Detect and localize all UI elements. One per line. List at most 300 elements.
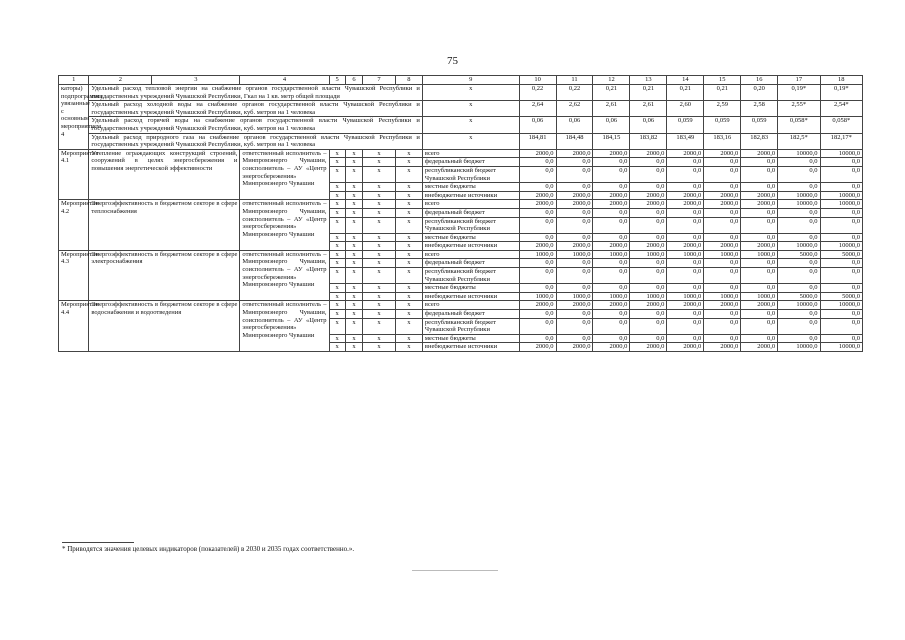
funding-value: 0,0 [667, 310, 704, 319]
funding-value: 0,0 [741, 259, 778, 268]
code-mark: x [395, 343, 422, 352]
indicator-value: 182,5* [778, 133, 820, 149]
funding-value: 0,0 [741, 158, 778, 167]
measure-title: Энергоэффективность в бюджетном секторе в сфере электроснабжения [89, 250, 240, 301]
funding-value: 2000,0 [519, 242, 556, 251]
indicator-value: 184,48 [556, 133, 593, 149]
funding-value: 0,0 [667, 334, 704, 343]
funding-value: 0,0 [556, 217, 593, 233]
funding-value: 0,0 [593, 318, 630, 334]
code-mark: x [345, 310, 362, 319]
indicator-value: 2,58 [741, 101, 778, 117]
header-cell: 18 [820, 76, 862, 85]
funding-value: 10000,0 [778, 343, 820, 352]
funding-source: внебюджетные источники [422, 242, 519, 251]
funding-value: 0,0 [519, 233, 556, 242]
code-mark: x [363, 233, 396, 242]
funding-value: 0,0 [519, 310, 556, 319]
indicator-value: 0,21 [704, 85, 741, 101]
funding-value: 2000,0 [556, 301, 593, 310]
code-mark: x [363, 268, 396, 284]
funding-value: 0,0 [556, 318, 593, 334]
responsible-executor: ответственный исполнитель – Минпромэнерго Чувашии, соисполнитель – АУ «Центр энергосбережения» Минпромэнерго Чувашии [240, 301, 329, 352]
funding-value: 0,0 [667, 208, 704, 217]
funding-value: 2000,0 [556, 242, 593, 251]
funding-value: 2000,0 [593, 343, 630, 352]
funding-value: 0,0 [704, 318, 741, 334]
code-mark: x [345, 149, 362, 158]
code-mark: x [329, 166, 345, 182]
funding-value: 0,0 [704, 268, 741, 284]
code-mark: x [363, 343, 396, 352]
code-mark: x [363, 292, 396, 301]
responsible-executor: ответственный исполнитель – Минпромэнерго Чувашии, соисполнитель – АУ «Центр энергосбережения» Минпромэнерго Чувашии [240, 250, 329, 301]
funding-value: 0,0 [704, 259, 741, 268]
indicator-value: 0,059 [741, 117, 778, 133]
funding-value: 10000,0 [820, 149, 862, 158]
code-mark: x [395, 318, 422, 334]
indicator-text: Удельный расход холодной воды на снабжение органов государственной власти Чувашской Республики и государственных учреждений Чувашской Республики, куб. метров на 1 человека [89, 101, 423, 117]
code-mark: x [329, 149, 345, 158]
funding-value: 2000,0 [741, 242, 778, 251]
funding-value: 2000,0 [741, 343, 778, 352]
funding-value: 2000,0 [667, 200, 704, 209]
funding-value: 0,0 [667, 318, 704, 334]
code-mark: x [329, 334, 345, 343]
indicator-value: 0,22 [519, 85, 556, 101]
indicator-mark: x [422, 85, 519, 101]
funding-value: 5000,0 [778, 292, 820, 301]
code-mark: x [329, 242, 345, 251]
code-mark: x [395, 310, 422, 319]
funding-value: 1000,0 [741, 292, 778, 301]
funding-value: 0,0 [741, 233, 778, 242]
funding-value: 2000,0 [741, 301, 778, 310]
funding-value: 0,0 [519, 284, 556, 293]
funding-value: 0,0 [593, 217, 630, 233]
code-mark: x [345, 259, 362, 268]
funding-value: 0,0 [820, 158, 862, 167]
code-mark: x [395, 200, 422, 209]
funding-value: 0,0 [778, 318, 820, 334]
funding-value: 0,0 [778, 233, 820, 242]
funding-value: 0,0 [820, 217, 862, 233]
funding-source: местные бюджеты [422, 334, 519, 343]
header-cell: 2 [89, 76, 152, 85]
funding-value: 2000,0 [519, 301, 556, 310]
funding-value: 2000,0 [556, 200, 593, 209]
code-mark: x [345, 334, 362, 343]
code-mark: x [329, 200, 345, 209]
indicator-value: 0,058* [820, 117, 862, 133]
code-mark: x [395, 242, 422, 251]
header-cell: 3 [152, 76, 240, 85]
indicator-value: 184,15 [593, 133, 630, 149]
code-mark: x [395, 292, 422, 301]
funding-value: 0,0 [704, 233, 741, 242]
code-mark: x [395, 208, 422, 217]
funding-value: 0,0 [778, 208, 820, 217]
code-mark: x [363, 200, 396, 209]
funding-value: 0,0 [630, 318, 667, 334]
funding-value: 2000,0 [667, 149, 704, 158]
funding-value: 0,0 [778, 284, 820, 293]
funding-value: 10000,0 [778, 149, 820, 158]
indicator-value: 0,21 [593, 85, 630, 101]
funding-value: 0,0 [667, 217, 704, 233]
indicator-value: 2,61 [593, 101, 630, 117]
indicator-value: 0,06 [556, 117, 593, 133]
funding-value: 0,0 [704, 166, 741, 182]
header-cell: 16 [741, 76, 778, 85]
funding-value: 0,0 [519, 259, 556, 268]
indicator-value: 0,058* [778, 117, 820, 133]
funding-value: 0,0 [519, 268, 556, 284]
funding-value: 2000,0 [630, 200, 667, 209]
funding-source: всего [422, 149, 519, 158]
header-cell: 10 [519, 76, 556, 85]
funding-value: 2000,0 [519, 191, 556, 200]
funding-value: 0,0 [820, 208, 862, 217]
funding-value: 2000,0 [704, 301, 741, 310]
funding-value: 0,0 [704, 208, 741, 217]
funding-value: 0,0 [820, 268, 862, 284]
funding-value: 0,0 [630, 268, 667, 284]
code-mark: x [395, 233, 422, 242]
indicator-row [59, 85, 863, 101]
code-mark: x [329, 233, 345, 242]
measure-row [59, 149, 863, 158]
funding-value: 0,0 [593, 208, 630, 217]
code-mark: x [345, 183, 362, 192]
indicator-value: 2,61 [630, 101, 667, 117]
funding-value: 0,0 [556, 310, 593, 319]
funding-value: 0,0 [519, 217, 556, 233]
funding-source: республиканский бюджет Чувашской Республики [422, 268, 519, 284]
code-mark: x [345, 191, 362, 200]
funding-source: федеральный бюджет [422, 158, 519, 167]
funding-value: 5000,0 [820, 292, 862, 301]
code-mark: x [395, 217, 422, 233]
header-cell: 15 [704, 76, 741, 85]
code-mark: x [345, 166, 362, 182]
funding-value: 0,0 [820, 318, 862, 334]
funding-value: 0,0 [630, 208, 667, 217]
indicator-value: 182,83 [741, 133, 778, 149]
funding-value: 10000,0 [820, 301, 862, 310]
indicator-text: Удельный расход горячей воды на снабжение органов государственной власти Чувашской Республики и государственных учреждений Чувашской Республики, куб. метров на 1 человека [89, 117, 423, 133]
funding-value: 1000,0 [630, 292, 667, 301]
footnote-divider [62, 542, 134, 543]
indicator-row [59, 117, 863, 133]
funding-value: 2000,0 [741, 200, 778, 209]
funding-value: 0,0 [667, 166, 704, 182]
indicator-value: 2,59 [704, 101, 741, 117]
funding-value: 1000,0 [741, 250, 778, 259]
funding-value: 0,0 [630, 334, 667, 343]
funding-value: 2000,0 [704, 191, 741, 200]
funding-value: 2000,0 [630, 301, 667, 310]
code-mark: x [395, 158, 422, 167]
responsible-executor: ответственный исполнитель – Минпромэнерго Чувашии, соисполнитель – АУ «Центр энергосбережения» Минпромэнерго Чувашии [240, 200, 329, 251]
indicator-value: 0,06 [593, 117, 630, 133]
funding-value: 2000,0 [630, 191, 667, 200]
indicator-value: 0,059 [667, 117, 704, 133]
funding-value: 2000,0 [704, 149, 741, 158]
code-mark: x [345, 217, 362, 233]
indicator-value: 2,62 [556, 101, 593, 117]
indicator-value: 183,49 [667, 133, 704, 149]
measure-title: Энергоэффективность в бюджетном секторе в сфере теплоснабжения [89, 200, 240, 251]
funding-value: 0,0 [556, 183, 593, 192]
measure-title: Утепление ограждающих конструкций строений, сооружений в целях энергосбережения и повышения энергетической эффективности [89, 149, 240, 200]
indicator-value: 0,21 [667, 85, 704, 101]
indicator-value: 0,06 [519, 117, 556, 133]
funding-value: 0,0 [667, 183, 704, 192]
funding-value: 1000,0 [519, 250, 556, 259]
funding-value: 0,0 [593, 268, 630, 284]
code-mark: x [395, 166, 422, 182]
program-table [58, 75, 863, 352]
funding-value: 0,0 [741, 318, 778, 334]
funding-value: 0,0 [820, 310, 862, 319]
code-mark: x [329, 318, 345, 334]
measure-name: Мероприятие 4.1 [59, 149, 89, 200]
indicator-value: 0,059 [704, 117, 741, 133]
code-mark: x [329, 292, 345, 301]
code-mark: x [363, 334, 396, 343]
header-cell: 1 [59, 76, 89, 85]
funding-source: всего [422, 200, 519, 209]
footnote: * Приводятся значения целевых индикаторов (показателей) в 2030 и 2035 годах соответственно.». [62, 545, 355, 553]
code-mark: x [329, 268, 345, 284]
funding-value: 2000,0 [519, 200, 556, 209]
header-cell: 17 [778, 76, 820, 85]
indicator-row [59, 101, 863, 117]
funding-value: 0,0 [556, 268, 593, 284]
funding-value: 0,0 [667, 158, 704, 167]
funding-value: 10000,0 [820, 191, 862, 200]
funding-value: 10000,0 [778, 191, 820, 200]
funding-value: 0,0 [704, 217, 741, 233]
funding-value: 0,0 [556, 233, 593, 242]
funding-value: 0,0 [593, 334, 630, 343]
header-cell: 7 [363, 76, 396, 85]
funding-value: 0,0 [778, 259, 820, 268]
funding-source: внебюджетные источники [422, 292, 519, 301]
funding-value: 10000,0 [778, 200, 820, 209]
code-mark: x [363, 310, 396, 319]
code-mark: x [395, 301, 422, 310]
code-mark: x [363, 166, 396, 182]
measure-name: Мероприятие 4.3 [59, 250, 89, 301]
funding-value: 0,0 [667, 268, 704, 284]
indicator-text: Удельный расход тепловой энергии на снабжение органов государственной власти Чувашской Республики и государственных учреждений Чувашской Республики, Гкал на 1 кв. метр общей площади [89, 85, 423, 101]
funding-value: 2000,0 [630, 149, 667, 158]
code-mark: x [345, 284, 362, 293]
funding-value: 0,0 [556, 334, 593, 343]
funding-source: республиканский бюджет Чувашской Республики [422, 217, 519, 233]
funding-value: 2000,0 [519, 149, 556, 158]
code-mark: x [345, 268, 362, 284]
funding-value: 0,0 [630, 284, 667, 293]
code-mark: x [329, 183, 345, 192]
funding-value: 2000,0 [667, 191, 704, 200]
funding-value: 1000,0 [630, 250, 667, 259]
funding-value: 0,0 [704, 284, 741, 293]
funding-value: 0,0 [519, 158, 556, 167]
funding-value: 0,0 [704, 183, 741, 192]
funding-value: 2000,0 [593, 149, 630, 158]
code-mark: x [329, 259, 345, 268]
measure-name: Мероприятие 4.4 [59, 301, 89, 352]
funding-value: 2000,0 [667, 301, 704, 310]
funding-value: 0,0 [519, 208, 556, 217]
funding-value: 0,0 [630, 217, 667, 233]
funding-value: 10000,0 [820, 200, 862, 209]
funding-value: 0,0 [556, 166, 593, 182]
funding-value: 0,0 [820, 183, 862, 192]
funding-value: 1000,0 [556, 250, 593, 259]
funding-value: 1000,0 [593, 250, 630, 259]
code-mark: x [363, 217, 396, 233]
funding-value: 2000,0 [704, 200, 741, 209]
funding-value: 0,0 [741, 268, 778, 284]
funding-source: всего [422, 301, 519, 310]
funding-value: 0,0 [519, 166, 556, 182]
code-mark: x [395, 334, 422, 343]
code-mark: x [395, 183, 422, 192]
measure-row [59, 301, 863, 310]
indicator-row [59, 133, 863, 149]
funding-value: 0,0 [704, 310, 741, 319]
funding-value: 2000,0 [519, 343, 556, 352]
funding-value: 0,0 [778, 268, 820, 284]
funding-value: 0,0 [630, 310, 667, 319]
funding-value: 2000,0 [741, 191, 778, 200]
funding-value: 0,0 [556, 208, 593, 217]
funding-value: 0,0 [556, 284, 593, 293]
funding-value: 0,0 [519, 318, 556, 334]
funding-value: 0,0 [778, 334, 820, 343]
header-cell: 13 [630, 76, 667, 85]
code-mark: x [345, 233, 362, 242]
funding-value: 0,0 [820, 259, 862, 268]
indicator-value: 0,06 [630, 117, 667, 133]
code-mark: x [363, 284, 396, 293]
code-mark: x [345, 200, 362, 209]
code-mark: x [329, 158, 345, 167]
indicator-value: 0,19* [820, 85, 862, 101]
code-mark: x [363, 318, 396, 334]
funding-value: 2000,0 [667, 242, 704, 251]
funding-value: 10000,0 [778, 301, 820, 310]
code-mark: x [345, 250, 362, 259]
funding-value: 0,0 [741, 334, 778, 343]
funding-source: всего [422, 250, 519, 259]
indicator-value: 2,54* [820, 101, 862, 117]
funding-value: 0,0 [741, 183, 778, 192]
code-mark: x [363, 183, 396, 192]
indicator-value: 0,22 [556, 85, 593, 101]
code-mark: x [329, 250, 345, 259]
code-mark: x [395, 191, 422, 200]
funding-source: внебюджетные источники [422, 343, 519, 352]
code-mark: x [345, 242, 362, 251]
funding-value: 0,0 [593, 158, 630, 167]
funding-value: 2000,0 [667, 343, 704, 352]
funding-source: местные бюджеты [422, 284, 519, 293]
header-cell: 14 [667, 76, 704, 85]
code-mark: x [395, 250, 422, 259]
funding-value: 0,0 [704, 158, 741, 167]
funding-value: 1000,0 [667, 292, 704, 301]
funding-source: внебюджетные источники [422, 191, 519, 200]
funding-source: местные бюджеты [422, 233, 519, 242]
code-mark: x [345, 318, 362, 334]
indicator-value: 0,21 [630, 85, 667, 101]
funding-value: 0,0 [820, 233, 862, 242]
funding-value: 0,0 [820, 334, 862, 343]
funding-value: 0,0 [741, 208, 778, 217]
funding-value: 2000,0 [556, 343, 593, 352]
funding-value: 0,0 [556, 158, 593, 167]
funding-value: 0,0 [741, 284, 778, 293]
code-mark: x [363, 149, 396, 158]
funding-value: 0,0 [630, 259, 667, 268]
funding-value: 10000,0 [820, 242, 862, 251]
page-bottom-divider [412, 570, 498, 571]
funding-source: федеральный бюджет [422, 310, 519, 319]
funding-value: 5000,0 [820, 250, 862, 259]
funding-value: 2000,0 [556, 149, 593, 158]
funding-value: 0,0 [778, 166, 820, 182]
code-mark: x [329, 217, 345, 233]
code-mark: x [363, 242, 396, 251]
indicator-value: 0,19* [778, 85, 820, 101]
funding-value: 2000,0 [593, 301, 630, 310]
code-mark: x [329, 208, 345, 217]
header-cell: 11 [556, 76, 593, 85]
funding-value: 1000,0 [593, 292, 630, 301]
funding-source: федеральный бюджет [422, 208, 519, 217]
funding-value: 0,0 [519, 183, 556, 192]
measure-name: Мероприятие 4.2 [59, 200, 89, 251]
funding-value: 0,0 [593, 166, 630, 182]
code-mark: x [329, 284, 345, 293]
funding-value: 0,0 [778, 217, 820, 233]
funding-value: 0,0 [630, 166, 667, 182]
funding-value: 0,0 [630, 183, 667, 192]
funding-value: 0,0 [519, 334, 556, 343]
funding-value: 2000,0 [630, 343, 667, 352]
funding-value: 2000,0 [741, 149, 778, 158]
measure-row [59, 250, 863, 259]
funding-value: 0,0 [778, 310, 820, 319]
indicator-mark: x [422, 101, 519, 117]
funding-source: республиканский бюджет Чувашской Республики [422, 166, 519, 182]
code-mark: x [329, 310, 345, 319]
code-mark: x [345, 158, 362, 167]
funding-value: 0,0 [556, 259, 593, 268]
funding-value: 0,0 [667, 284, 704, 293]
indicator-value: 2,55* [778, 101, 820, 117]
funding-value: 0,0 [630, 158, 667, 167]
funding-value: 0,0 [778, 158, 820, 167]
code-mark: x [363, 259, 396, 268]
code-mark: x [329, 343, 345, 352]
funding-value: 0,0 [593, 259, 630, 268]
